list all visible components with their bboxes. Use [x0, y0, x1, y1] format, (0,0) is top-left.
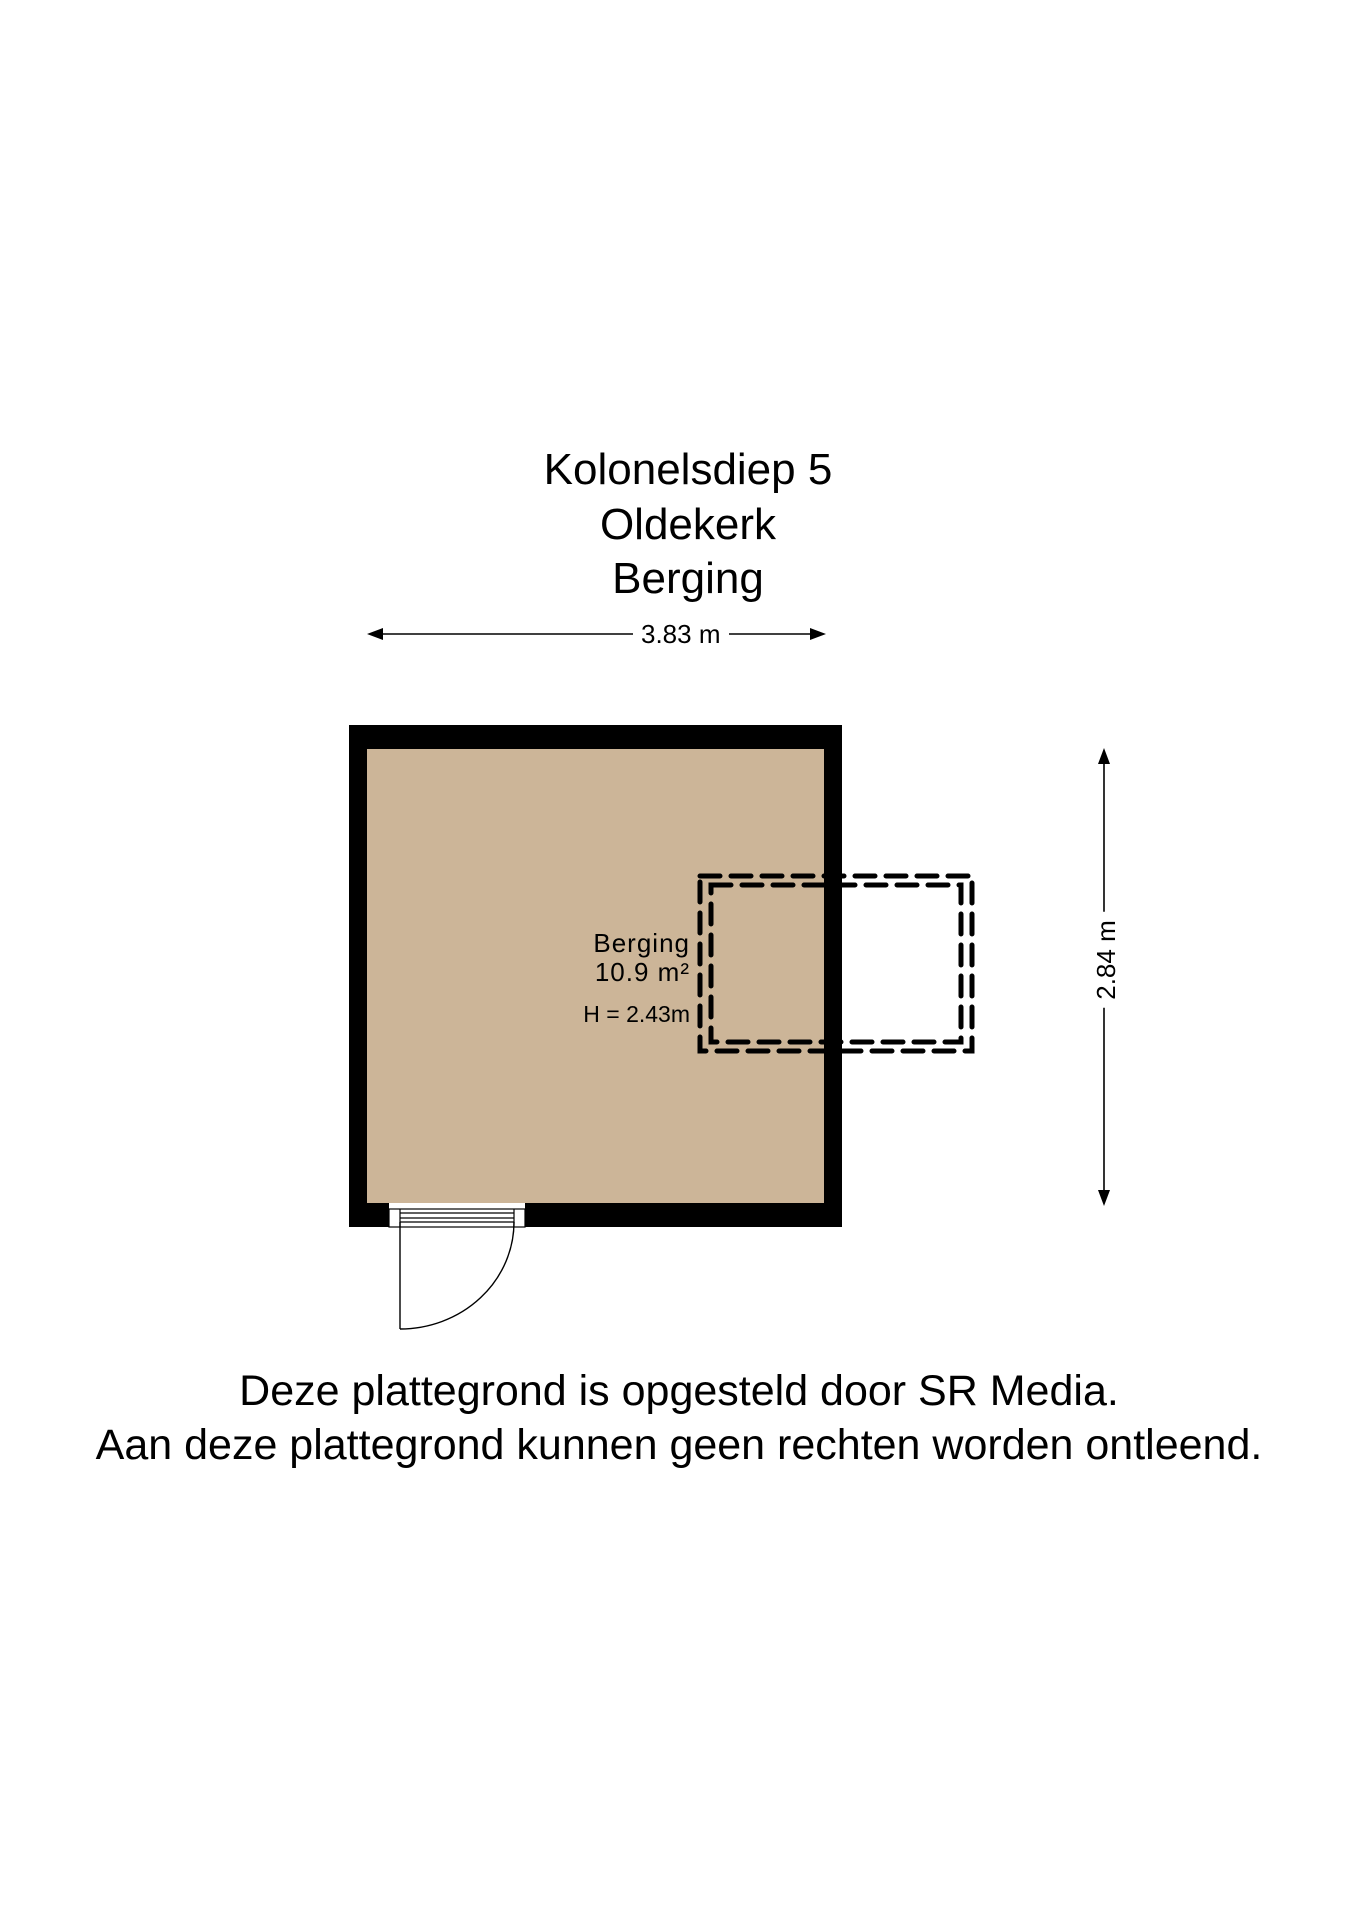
city-title: Oldekerk: [599, 500, 777, 549]
arrow-up-icon: [1098, 748, 1110, 764]
arrow-left-icon: [367, 628, 383, 640]
room-area: 10.9 m²: [594, 957, 690, 987]
footer-disclaimer-line-2: Aan deze plattegrond kunnen geen rechten worden ontleend.: [95, 1421, 1263, 1469]
door-frame: [389, 1209, 525, 1227]
footer-disclaimer-line-1: Deze plattegrond is opgesteld door SR Media.: [239, 1367, 1119, 1415]
room-height: H = 2.43m: [583, 1001, 690, 1027]
width-dimension-arrow: [367, 628, 826, 640]
room-name: Berging: [593, 928, 690, 958]
room-label: [480, 925, 690, 1035]
arrow-down-icon: [1098, 1190, 1110, 1206]
width-dimension-label: 3.83 m: [633, 621, 729, 647]
door-swing: [400, 1222, 514, 1329]
arrow-right-icon: [810, 628, 826, 640]
depth-dimension-label: 2.84 m: [1093, 912, 1119, 1008]
floor-title: Berging: [612, 554, 764, 603]
address-title: Kolonelsdiep 5: [543, 445, 833, 494]
